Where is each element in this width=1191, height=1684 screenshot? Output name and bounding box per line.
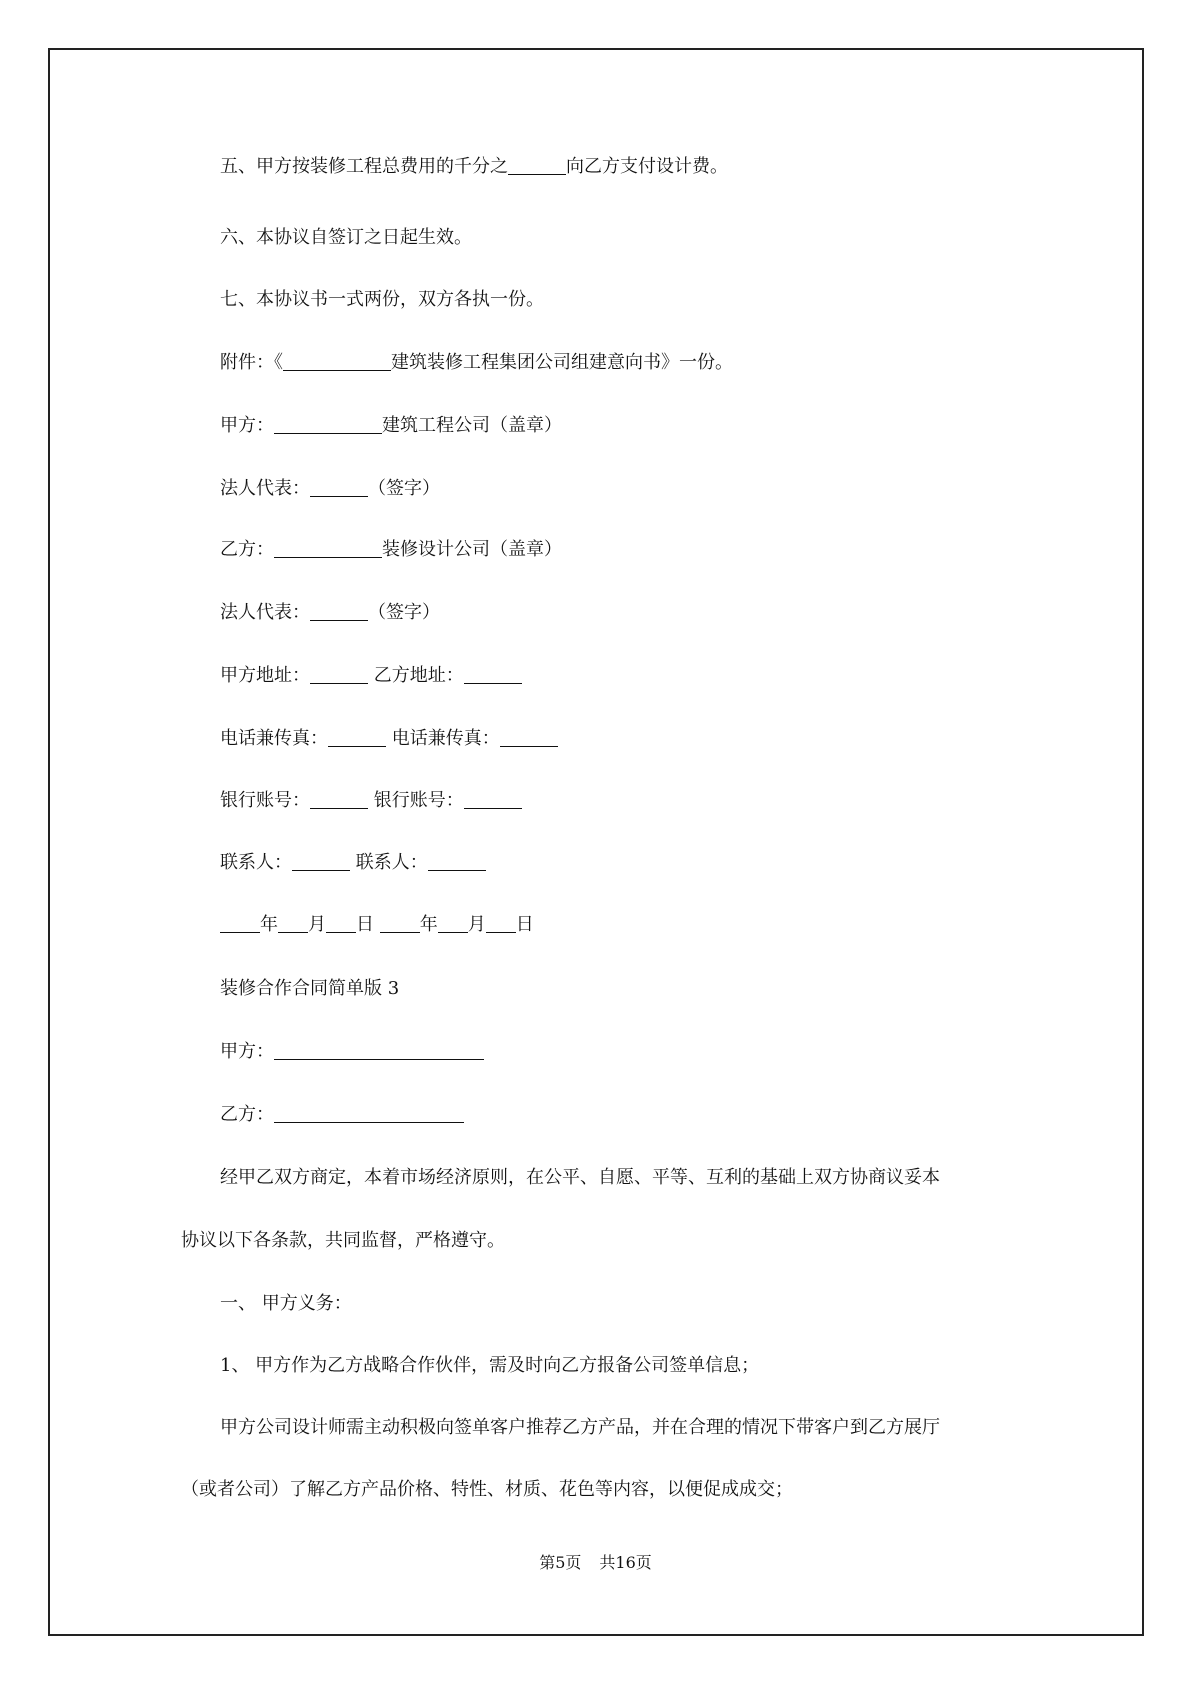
blank-line — [326, 914, 356, 933]
blank-line — [278, 914, 308, 933]
blank-line — [486, 914, 516, 933]
blank-line — [283, 352, 391, 371]
paragraph-line: （或者公司）了解乙方产品价格、特性、材质、花色等内容，以便促成成交； — [181, 1479, 793, 1500]
contact-line: 联系人： 联系人： — [220, 851, 486, 875]
obligation-heading: 一、 甲方义务： — [220, 1293, 352, 1314]
blank-line — [292, 852, 350, 871]
obligation-item: 1、 甲方作为乙方战略合作伙伴，需及时向乙方报备公司签单信息； — [220, 1355, 760, 1376]
blank-line — [274, 539, 382, 558]
blank-line — [328, 728, 386, 747]
legal-rep-b-line: 法人代表： （签字） — [220, 602, 440, 623]
page-total: 共16页 — [599, 1553, 652, 1572]
page-frame — [48, 48, 1144, 1636]
section-heading: 装修合作合同简单版 3 — [220, 978, 400, 999]
phone-fax-line: 电话兼传真： 电话兼传真： — [220, 727, 558, 751]
paragraph-line: 经甲乙双方商定，本着市场经济原则，在公平、自愿、平等、互利的基础上双方协商议妥本 — [220, 1167, 940, 1188]
party-a-blank-line: 甲方： — [220, 1040, 484, 1064]
blank-line — [500, 728, 558, 747]
paragraph-line: 甲方公司设计师需主动积极向签单客户推荐乙方产品，并在合理的情况下带客户到乙方展厅 — [220, 1417, 940, 1438]
blank-line — [274, 1104, 464, 1123]
page-footer — [0, 1552, 1191, 1574]
blank-line — [380, 914, 420, 933]
blank-line — [310, 790, 368, 809]
party-a-line: 甲方： 建筑工程公司（盖章） — [220, 415, 562, 436]
blank-line — [274, 415, 382, 434]
blank-line — [310, 478, 368, 497]
attachment-line: 附件：《 建筑装修工程集团公司组建意向书》一份。 — [220, 352, 733, 373]
blank-line — [464, 790, 522, 809]
blank-line — [274, 1041, 484, 1060]
blank-line — [438, 914, 468, 933]
clause-5: 五、甲方按装修工程总费用的千分之 向乙方支付设计费。 — [220, 156, 728, 177]
blank-line — [220, 914, 260, 933]
blank-line — [508, 156, 566, 175]
address-line: 甲方地址： 乙方地址： — [220, 664, 522, 688]
blank-line — [310, 665, 368, 684]
date-line: 年 月 日 年 月 日 — [220, 913, 534, 937]
bank-account-line: 银行账号： 银行账号： — [220, 789, 522, 813]
blank-line — [428, 852, 486, 871]
legal-rep-a-line: 法人代表： （签字） — [220, 478, 440, 499]
party-b-blank-line: 乙方： — [220, 1103, 464, 1127]
blank-line — [310, 602, 368, 621]
blank-line — [464, 665, 522, 684]
page-number: 第5页 — [539, 1553, 582, 1572]
clause-7: 七、本协议书一式两份，双方各执一份。 — [220, 289, 544, 310]
party-b-line: 乙方： 装修设计公司（盖章） — [220, 539, 562, 560]
paragraph-line: 协议以下各条款，共同监督，严格遵守。 — [181, 1230, 505, 1251]
clause-6: 六、本协议自签订之日起生效。 — [220, 227, 472, 248]
